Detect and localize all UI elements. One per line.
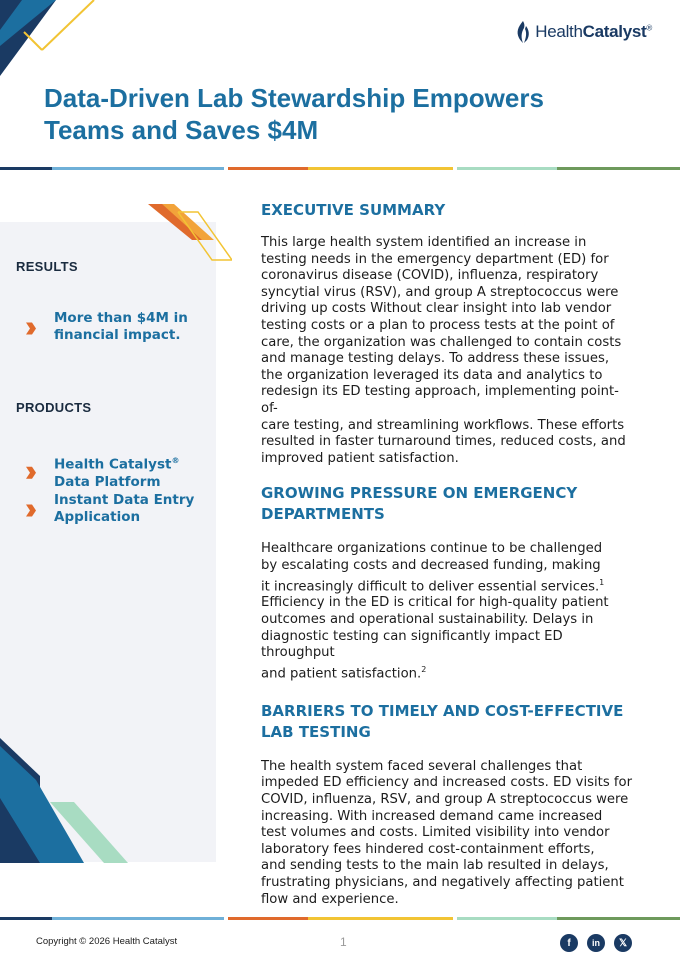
product-item-instant-data-entry — [24, 492, 204, 526]
chevron-right-icon — [24, 452, 40, 491]
copyright-text: Copyright © 2026 Health Catalyst — [36, 936, 178, 947]
flame-logo-icon — [515, 20, 531, 44]
sidebar-bottom-decoration — [0, 738, 140, 863]
product-name: Instant Data Entry Application — [54, 492, 195, 525]
product-item-data-platform — [24, 452, 204, 491]
main-content — [261, 200, 633, 926]
body-text: Healthcare organizations continue to be challenged by escalating costs and decreased funding, making it increasingly difficult to deliver essential services. — [261, 541, 603, 594]
footnote-ref: 1 — [599, 577, 605, 587]
page-number: 1 — [340, 935, 347, 949]
chevron-right-icon — [24, 492, 40, 526]
sidebar-corner-decoration — [148, 204, 232, 262]
health-catalyst-logo — [515, 20, 652, 44]
linkedin-icon[interactable]: in — [587, 934, 605, 952]
section-body-barriers: The health system faced several challenges that impeded ED efficiency and increased costs. ED visits for COVID, influenza, RSV, and group A streptococcus were increasing. With increased demand came increased test volumes and costs. Limited visibility into vendor laboratory fees hindered cost-containment efforts, and sending tests to the main lab resulted in delays, frustrating physicians, and negatively affecting patient flow and experience. — [261, 758, 633, 907]
footnote-ref: 2 — [421, 664, 427, 674]
product-name: Health Catalyst — [54, 456, 172, 473]
x-icon[interactable]: 𝕏 — [614, 934, 632, 952]
logo-text-bold: Catalyst — [582, 22, 647, 41]
logo-text-regular: Health — [535, 22, 583, 41]
section-heading-growing-pressure: GROWING PRESSURE ON EMERGENCY DEPARTMENTS — [261, 484, 578, 524]
color-stripe-top — [0, 167, 680, 170]
page-title: Data-Driven Lab Stewardship Empowers Teams and Saves $4M — [44, 83, 544, 145]
result-text: More than $4M in financial impact. — [54, 310, 188, 343]
chevron-right-icon — [24, 310, 40, 344]
section-heading-barriers: BARRIERS TO TIMELY AND COST-EFFECTIVE LAB TESTING — [261, 701, 624, 741]
results-heading: RESULTS — [16, 259, 78, 274]
social-links — [560, 934, 632, 952]
facebook-icon[interactable]: f — [560, 934, 578, 952]
result-item — [24, 310, 204, 344]
logo-registered-mark: ® — [646, 23, 652, 33]
corner-decoration-top — [0, 0, 100, 80]
section-body-executive-summary: This large health system identified an increase in testing needs in the emergency department (ED) for coronavirus disease (COVID), influenza, respiratory syncytial virus (RSV), and group A streptococcus were driving up costs Without clear insight into lab vendor testing costs or a plan to process tests at the point of care, the organization was challenged to contain costs and manage testing delays. To address these issues, the organization leveraged its data and analytics to redesign its ED testing approach, implementing point-of- care testing, and streamlining workflows. These efforts resulted in faster turnaround times, reduced costs, and improved patient satisfaction. — [261, 235, 626, 466]
body-text: Efficiency in the ED is critical for high-quality patient outcomes and operational sustainability. Delays in diagnostic testing can significantly impact ED throughput and patient satisfaction. — [261, 595, 609, 682]
products-heading: PRODUCTS — [16, 400, 92, 415]
registered-mark: ® — [171, 456, 180, 465]
section-heading-executive-summary: EXECUTIVE SUMMARY — [261, 201, 446, 219]
color-stripe-bottom — [0, 917, 680, 920]
section-body-growing-pressure — [261, 541, 633, 683]
product-name-suffix: Data Platform — [54, 473, 161, 490]
